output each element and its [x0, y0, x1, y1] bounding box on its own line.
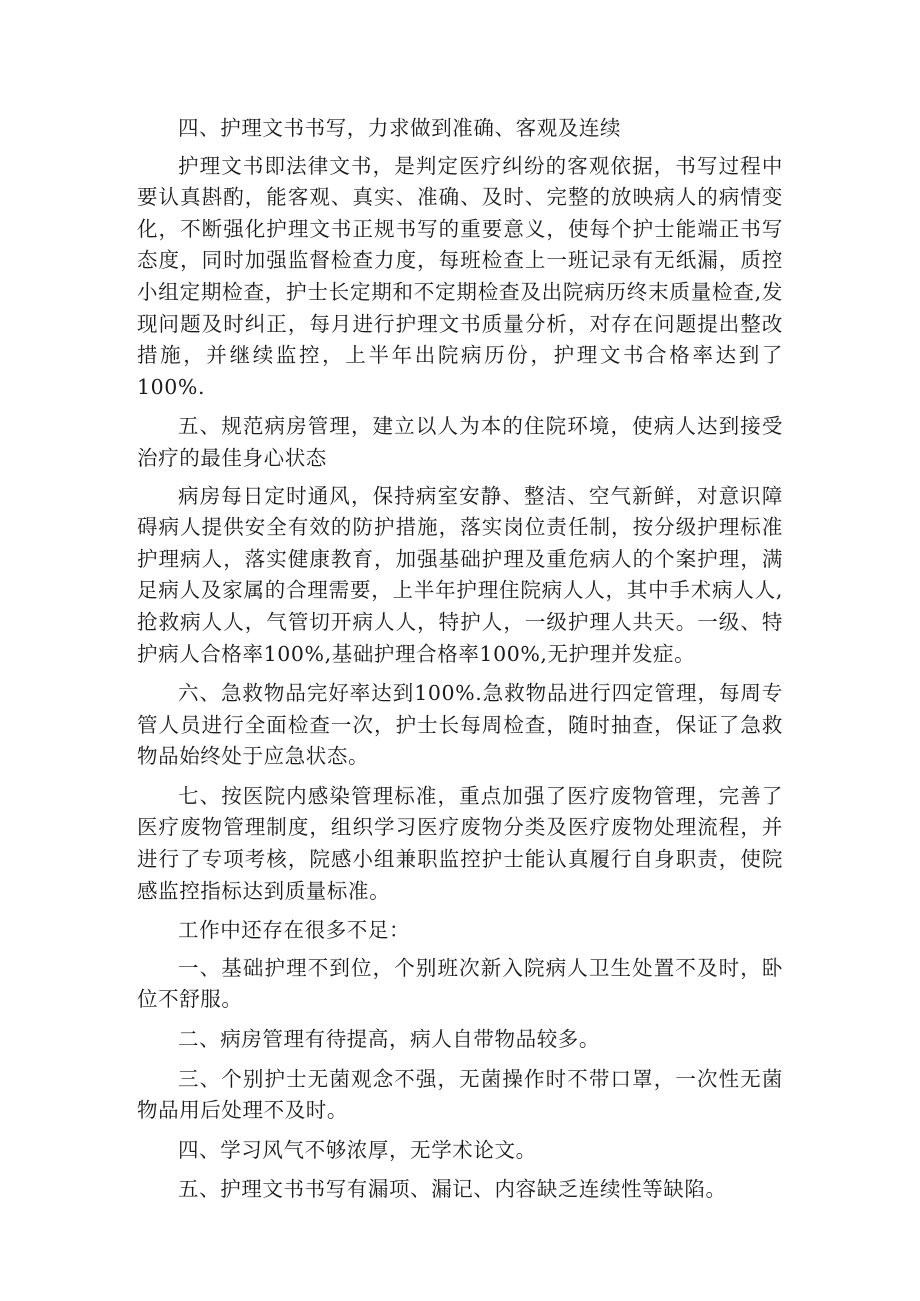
document-body	[137, 113, 783, 1206]
shortcoming-item-1: 一、基础护理不到位，个别班次新入院病人卫生处置不及时，卧位不舒服。	[137, 955, 783, 1012]
paragraph-section-6-emergency-supplies: 六、急救物品完好率达到100%.急救物品进行四定管理，每周专管人员进行全面检查一次，护士长每周检查，随时抽查，保证了急救物品始终处于应急状态。	[137, 681, 783, 769]
shortcoming-item-4: 四、学习风气不够浓厚，无学术论文。	[178, 1137, 537, 1162]
shortcoming-item-2: 二、病房管理有待提高，病人自带物品较多。	[178, 1027, 600, 1052]
heading-shortcomings: 工作中还存在很多不足：	[178, 918, 411, 943]
paragraph-section-7-infection-control: 七、按医院内感染管理标准，重点加强了医疗废物管理，完善了医疗废物管理制度，组织学习医疗废物分类及医疗废物处理流程，并进行了专项考核，院感小组兼职监控护士能认真履行自身职责，使院感监控指标达到质量标准。	[137, 783, 783, 903]
paragraph-nursing-documents: 护理文书即法律文书，是判定医疗纠纷的客观依据，书写过程中要认真斟酌，能客观、真实、准确、及时、完整的放映病人的病情变化，不断强化护理文书正规书写的重要意义，使每个护士能端正书写态度，同时加强监督检查力度，每班检查上一班记录有无纸漏，质控小组定期检查，护士长定期和不定期检查及出院病历终末质量检查,发现问题及时纠正，每月进行护理文书质量分析，对存在问题提出整改措施，并继续监控，上半年出院病历份，护理文书合格率达到了100%.	[137, 153, 783, 399]
heading-section-5: 五、规范病房管理，建立以人为本的住院环境，使病人达到接受治疗的最佳身心状态	[137, 414, 783, 470]
shortcoming-item-3: 三、个别护士无菌观念不强，无菌操作时不带口罩，一次性无菌物品用后处理不及时。	[137, 1066, 783, 1123]
shortcoming-item-5: 五、护理文书书写有漏项、漏记、内容缺乏连续性等缺陷。	[178, 1177, 727, 1202]
paragraph-ward-management: 病房每日定时通风，保持病室安静、整洁、空气新鲜，对意识障碍病人提供安全有效的防护措施，落实岗位责任制，按分级护理标准护理病人，落实健康教育，加强基础护理及重危病人的个案护理，满足病人及家属的合理需要，上半年护理住院病人人，其中手术病人人,抢救病人人，气管切开病人人，特护人，一级护理人共天。一级、特护病人合格率100%,基础护理合格率100%,无护理并发症。	[137, 483, 783, 666]
heading-section-4: 四、护理文书书写，力求做到准确、客观及连续	[178, 116, 622, 140]
